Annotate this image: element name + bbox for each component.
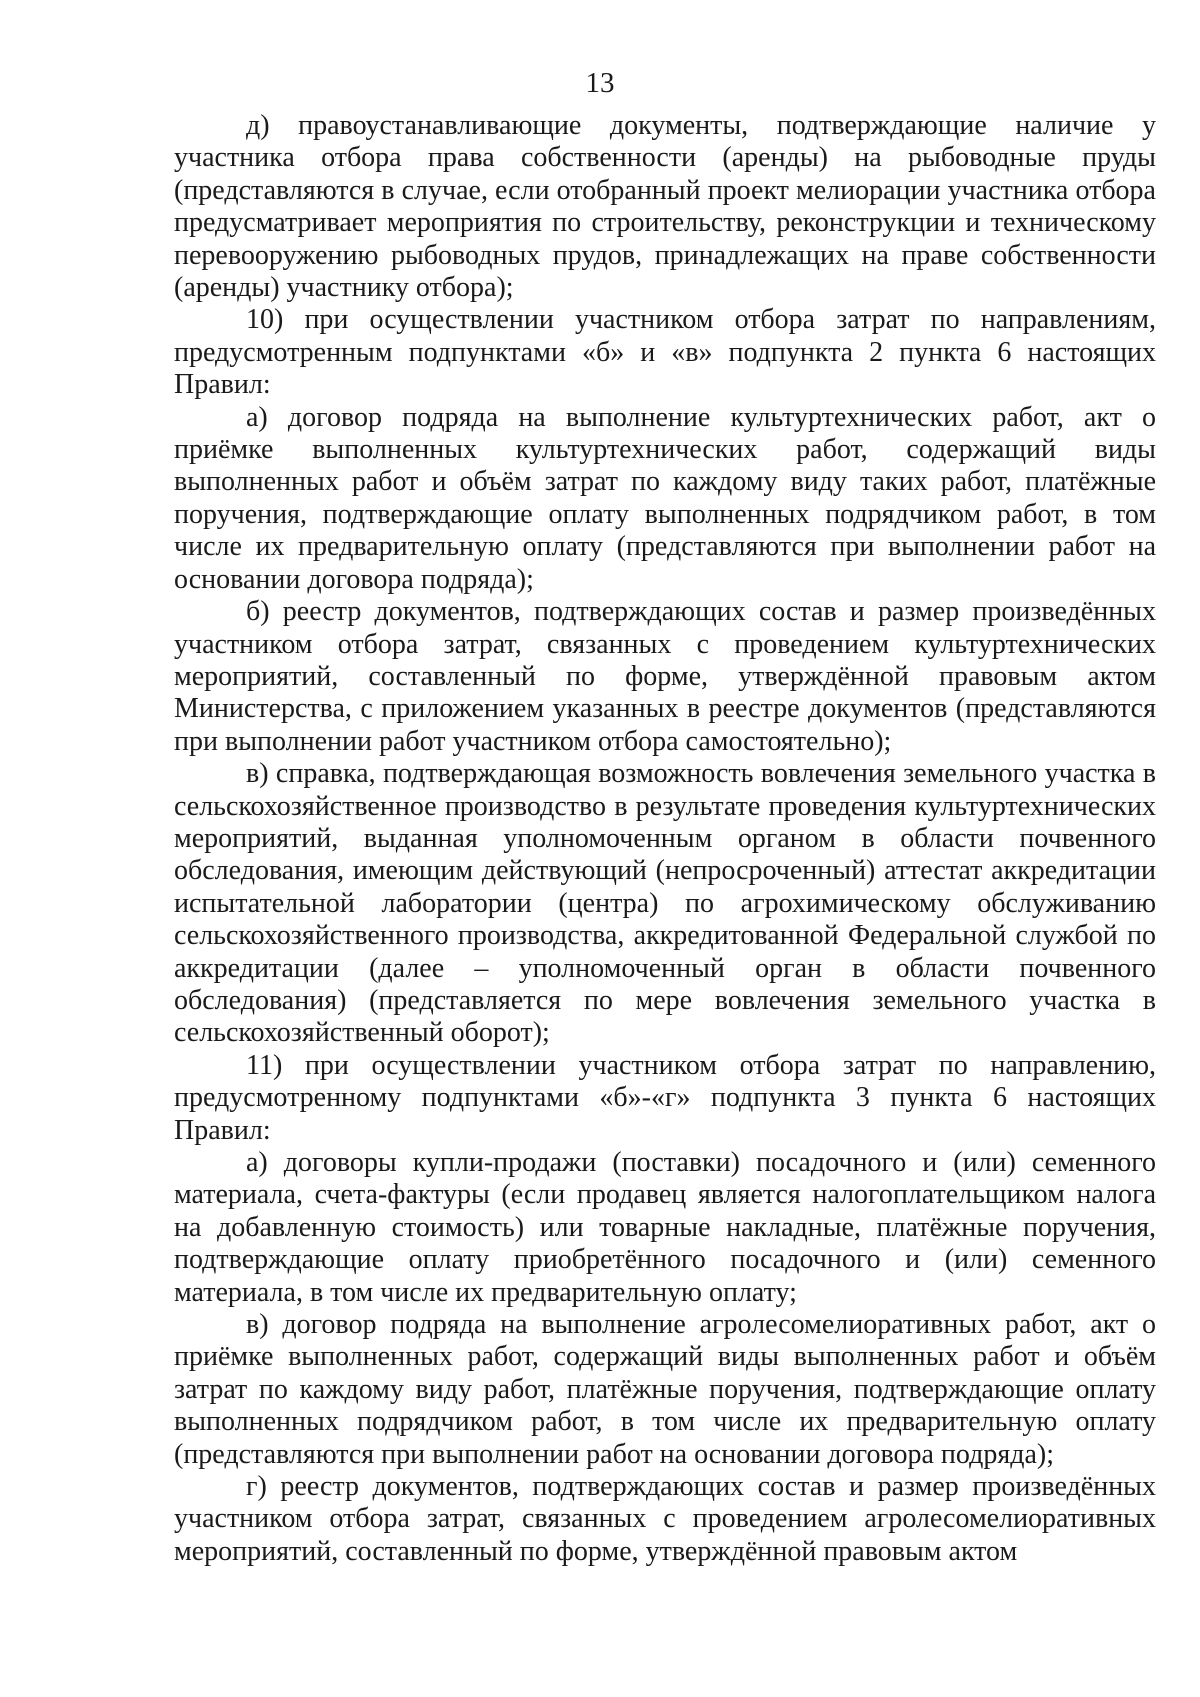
paragraph-11-v: в) договор подряда на выполнение агролесомелиоративных работ, акт о приёмке выполненных работ, содержащий виды выполненных работ и объём затрат по каждому виду работ, платёжные поручения, подтверждающие оплату выполненных подрядчиком работ, в том числе их предварительную оплату (представляются при выполнении работ на основании договора подряда);: [174, 1309, 1156, 1470]
paragraph-item-10: 10) при осуществлении участником отбора затрат по направлениям, предусмотренным подпунктами «б» и «в» подпункта 2 пункта 6 настоящих Правил:: [174, 304, 1156, 401]
paragraph-10-v: в) справка, подтверждающая возможность вовлечения земельного участка в сельскохозяйственное производство в результате проведения культуртехнических мероприятий, выданная уполномоченным органом в области почвенного обследования, имеющим действующий (непросроченный) аттестат аккредитации испытательной лаборатории (центра) по агрохимическому обслуживанию сельскохозяйственного производства, аккредитованной Федеральной службой по аккредитации (далее – уполномоченный орган в области почвенного обследования) (представляется по мере вовлечения земельного участка в сельскохозяйственный оборот);: [174, 758, 1156, 1049]
document-body: [174, 110, 1156, 1568]
paragraph-11-a: а) договоры купли-продажи (поставки) посадочного и (или) семенного материала, счета-фактуры (если продавец является налогоплательщиком налога на добавленную стоимость) или товарные накладные, платёжные поручения, подтверждающие оплату приобретённого посадочного и (или) семенного материала, в том числе их предварительную оплату;: [174, 1147, 1156, 1308]
paragraph-10-a: а) договор подряда на выполнение культуртехнических работ, акт о приёмке выполненных культуртехнических работ, содержащий виды выполненных работ и объём затрат по каждому виду таких работ, платёжные поручения, подтверждающие оплату выполненных подрядчиком работ, в том числе их предварительную оплату (представляются при выполнении работ на основании договора подряда);: [174, 401, 1156, 595]
paragraph-11-g: г) реестр документов, подтверждающих состав и размер произведённых участником отбора затрат, связанных с проведением агролесомелиоративных мероприятий, составленный по форме, утверждённой правовым актом: [174, 1471, 1156, 1567]
paragraph-d-title-documents: д) правоустанавливающие документы, подтверждающие наличие у участника отбора права собственности (аренды) на рыбоводные пруды (представляются в случае, если отобранный проект мелиорации участника отбора предусматривает мероприятия по строительству, реконструкции и техническому перевооружению рыбоводных прудов, принадлежащих на праве собственности (аренды) участнику отбора);: [174, 110, 1156, 304]
paragraph-item-11: 11) при осуществлении участником отбора затрат по направлению, предусмотренному подпунктами «б»-«г» подпункта 3 пункта 6 настоящих Правил:: [174, 1049, 1156, 1146]
paragraph-10-b: б) реестр документов, подтверждающих состав и размер произведённых участником отбора затрат, связанных с проведением культуртехнических мероприятий, составленный по форме, утверждённой правовым актом Министерства, с приложением указанных в реестре документов (представляются при выполнении работ участником отбора самостоятельно);: [174, 596, 1156, 757]
page-number: 13: [585, 67, 615, 99]
